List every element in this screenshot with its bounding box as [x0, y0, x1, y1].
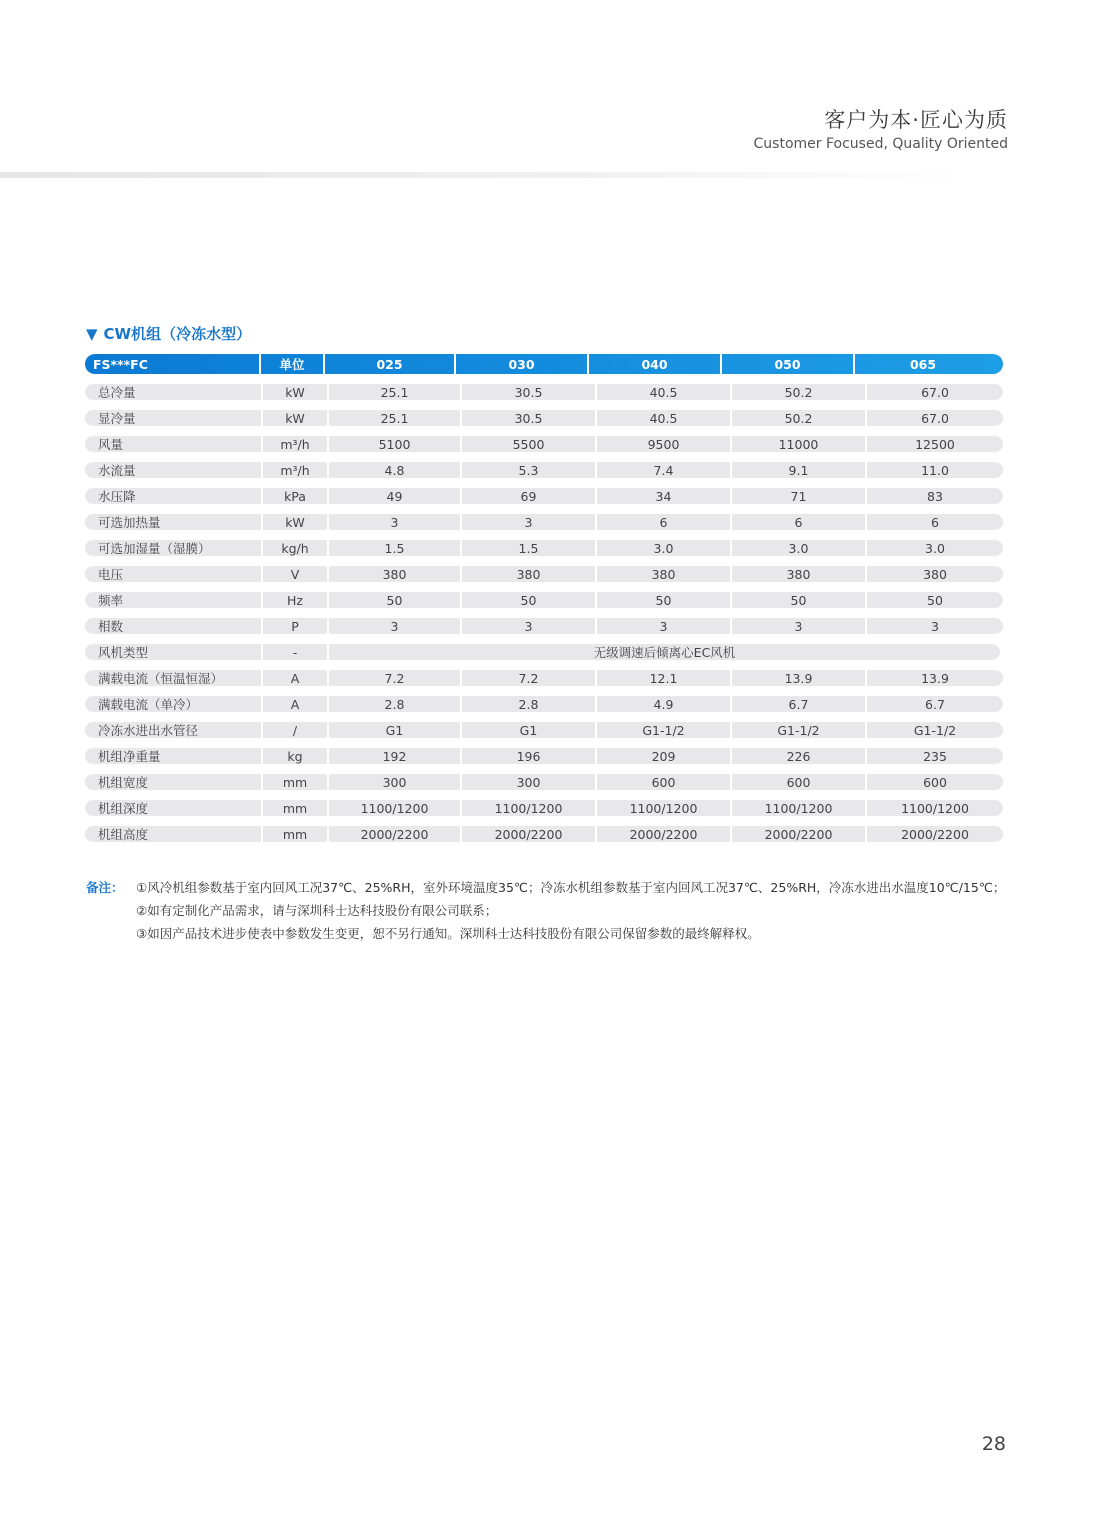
row-label: 水压降	[85, 488, 261, 504]
row-label: 相数	[85, 618, 261, 634]
row-value: 7.2	[329, 670, 460, 686]
table-row	[85, 566, 1003, 582]
table-header-row	[85, 354, 1003, 374]
table-header-cell: 030	[456, 354, 589, 374]
row-value: 13.9	[867, 670, 1003, 686]
row-value: 50	[329, 592, 460, 608]
notes-label: 备注：	[86, 880, 124, 895]
table-row	[85, 644, 1003, 660]
spec-table	[85, 354, 1003, 842]
row-label: 水流量	[85, 462, 261, 478]
row-value: 3	[462, 514, 595, 530]
row-unit: kg/h	[263, 540, 327, 556]
row-value: 40.5	[597, 410, 730, 426]
row-value: 40.5	[597, 384, 730, 400]
triangle-down-icon: ▼	[86, 325, 98, 343]
row-value: 196	[462, 748, 595, 764]
row-value: 50	[867, 592, 1003, 608]
row-unit: -	[263, 644, 327, 660]
header-divider	[0, 172, 960, 178]
page-number: 28	[981, 1433, 1006, 1455]
row-value: 5500	[462, 436, 595, 452]
row-value: 49	[329, 488, 460, 504]
row-label: 电压	[85, 566, 261, 582]
row-value: 9500	[597, 436, 730, 452]
row-unit: m³/h	[263, 436, 327, 452]
notes	[86, 876, 1005, 945]
table-row	[85, 384, 1003, 400]
header-title: 客户为本·匠心为质	[824, 108, 1008, 132]
row-value: 69	[462, 488, 595, 504]
row-value: 2.8	[462, 696, 595, 712]
row-value: 30.5	[462, 384, 595, 400]
row-value: 1100/1200	[597, 800, 730, 816]
row-value: 226	[732, 748, 865, 764]
row-unit: Hz	[263, 592, 327, 608]
table-row	[85, 514, 1003, 530]
table-row	[85, 722, 1003, 738]
row-label: 机组净重量	[85, 748, 261, 764]
row-value: 4.8	[329, 462, 460, 478]
row-value: 50	[597, 592, 730, 608]
row-value: 5100	[329, 436, 460, 452]
row-value: 9.1	[732, 462, 865, 478]
table-row	[85, 592, 1003, 608]
row-value: 3	[597, 618, 730, 634]
row-label: 满载电流（单冷）	[85, 696, 261, 712]
note-item: ③如因产品技术进步使表中参数发生变更，恕不另行通知。深圳科士达科技股份有限公司保留参数的最终解释权。	[136, 926, 760, 941]
row-value: 12.1	[597, 670, 730, 686]
row-label: 风量	[85, 436, 261, 452]
row-value: 7.4	[597, 462, 730, 478]
row-value: 3.0	[867, 540, 1003, 556]
table-header-cell: 040	[589, 354, 722, 374]
table-row	[85, 800, 1003, 816]
table-row	[85, 696, 1003, 712]
row-value: 3.0	[597, 540, 730, 556]
row-value: 600	[732, 774, 865, 790]
row-unit: m³/h	[263, 462, 327, 478]
row-unit: mm	[263, 774, 327, 790]
row-label: 显冷量	[85, 410, 261, 426]
row-value: 3	[329, 514, 460, 530]
row-value: 2000/2200	[732, 826, 865, 842]
row-unit: kW	[263, 410, 327, 426]
row-value: 300	[462, 774, 595, 790]
row-value: G1-1/2	[597, 722, 730, 738]
row-value: 380	[329, 566, 460, 582]
row-value: 1100/1200	[462, 800, 595, 816]
row-value: 25.1	[329, 384, 460, 400]
row-value: 300	[329, 774, 460, 790]
row-value: 13.9	[732, 670, 865, 686]
row-unit: mm	[263, 826, 327, 842]
row-value: 6.7	[732, 696, 865, 712]
row-value: 50.2	[732, 384, 865, 400]
row-value: 25.1	[329, 410, 460, 426]
row-label: 机组高度	[85, 826, 261, 842]
section-title	[86, 323, 251, 344]
row-span-value: 无级调速后倾离心EC风机	[329, 644, 1000, 660]
table-row	[85, 436, 1003, 452]
row-value: 380	[462, 566, 595, 582]
row-value: 50	[732, 592, 865, 608]
row-value: 1.5	[462, 540, 595, 556]
row-value: 3	[462, 618, 595, 634]
row-value: 3	[329, 618, 460, 634]
row-value: 7.2	[462, 670, 595, 686]
row-value: G1-1/2	[867, 722, 1003, 738]
row-value: 71	[732, 488, 865, 504]
row-value: 4.9	[597, 696, 730, 712]
table-row	[85, 488, 1003, 504]
row-value: G1-1/2	[732, 722, 865, 738]
table-row	[85, 410, 1003, 426]
note-item: ②如有定制化产品需求，请与深圳科士达科技股份有限公司联系；	[136, 903, 498, 918]
row-value: 6	[867, 514, 1003, 530]
row-value: 50	[462, 592, 595, 608]
row-value: 6	[597, 514, 730, 530]
header-subtitle: Customer Focused, Quality Oriented	[753, 136, 1008, 152]
table-row	[85, 618, 1003, 634]
row-unit: kW	[263, 514, 327, 530]
table-row	[85, 826, 1003, 842]
note-item: ①风冷机组参数基于室内回风工况37℃、25%RH，室外环境温度35℃；冷冻水机组参数基于室内回风工况37℃、25%RH，冷冻水进出水温度10℃/15℃；	[136, 880, 1006, 895]
table-body	[85, 384, 1003, 842]
row-value: 1100/1200	[867, 800, 1003, 816]
row-value: 34	[597, 488, 730, 504]
row-label: 可选加热量	[85, 514, 261, 530]
table-row	[85, 774, 1003, 790]
row-unit: V	[263, 566, 327, 582]
row-unit: kW	[263, 384, 327, 400]
row-value: 2000/2200	[867, 826, 1003, 842]
row-value: 1100/1200	[732, 800, 865, 816]
row-unit: /	[263, 722, 327, 738]
row-value: 1.5	[329, 540, 460, 556]
row-value: 50.2	[732, 410, 865, 426]
table-header-cell: FS***FC	[85, 354, 261, 374]
row-label: 频率	[85, 592, 261, 608]
row-value: 3	[867, 618, 1003, 634]
row-value: G1	[329, 722, 460, 738]
row-value: 83	[867, 488, 1003, 504]
row-value: 2000/2200	[597, 826, 730, 842]
row-label: 冷冻水进出水管径	[85, 722, 261, 738]
table-header-cell: 单位	[261, 354, 325, 374]
row-unit: P	[263, 618, 327, 634]
section-title-text: CW机组（冷冻水型）	[103, 325, 252, 343]
row-unit: A	[263, 670, 327, 686]
row-value: 67.0	[867, 384, 1003, 400]
row-unit: mm	[263, 800, 327, 816]
row-value: 600	[597, 774, 730, 790]
row-value: 380	[597, 566, 730, 582]
table-row	[85, 540, 1003, 556]
table-header-cell: 050	[722, 354, 855, 374]
row-value: 380	[867, 566, 1003, 582]
row-value: 11.0	[867, 462, 1003, 478]
row-value: 5.3	[462, 462, 595, 478]
row-value: 30.5	[462, 410, 595, 426]
table-header-cell: 065	[909, 356, 937, 372]
row-value: 2000/2200	[329, 826, 460, 842]
row-value: 3	[732, 618, 865, 634]
row-value: 6.7	[867, 696, 1003, 712]
table-row	[85, 748, 1003, 764]
row-label: 风机类型	[85, 644, 261, 660]
row-value: 235	[867, 748, 1003, 764]
row-value: 1100/1200	[329, 800, 460, 816]
row-value: 209	[597, 748, 730, 764]
row-value: 11000	[732, 436, 865, 452]
row-value: 2000/2200	[462, 826, 595, 842]
row-label: 可选加湿量（湿膜）	[85, 540, 261, 556]
table-header-cell: 025	[325, 354, 456, 374]
row-value: 2.8	[329, 696, 460, 712]
row-value: 12500	[867, 436, 1003, 452]
row-unit: kPa	[263, 488, 327, 504]
row-label: 满载电流（恒温恒湿）	[85, 670, 261, 686]
row-value: G1	[462, 722, 595, 738]
row-value: 600	[867, 774, 1003, 790]
table-row	[85, 670, 1003, 686]
table-row	[85, 462, 1003, 478]
row-value: 67.0	[867, 410, 1003, 426]
row-unit: A	[263, 696, 327, 712]
row-label: 机组宽度	[85, 774, 261, 790]
row-label: 机组深度	[85, 800, 261, 816]
row-unit: kg	[263, 748, 327, 764]
row-value: 3.0	[732, 540, 865, 556]
row-value: 380	[732, 566, 865, 582]
row-label: 总冷量	[85, 384, 261, 400]
row-value: 192	[329, 748, 460, 764]
row-value: 6	[732, 514, 865, 530]
